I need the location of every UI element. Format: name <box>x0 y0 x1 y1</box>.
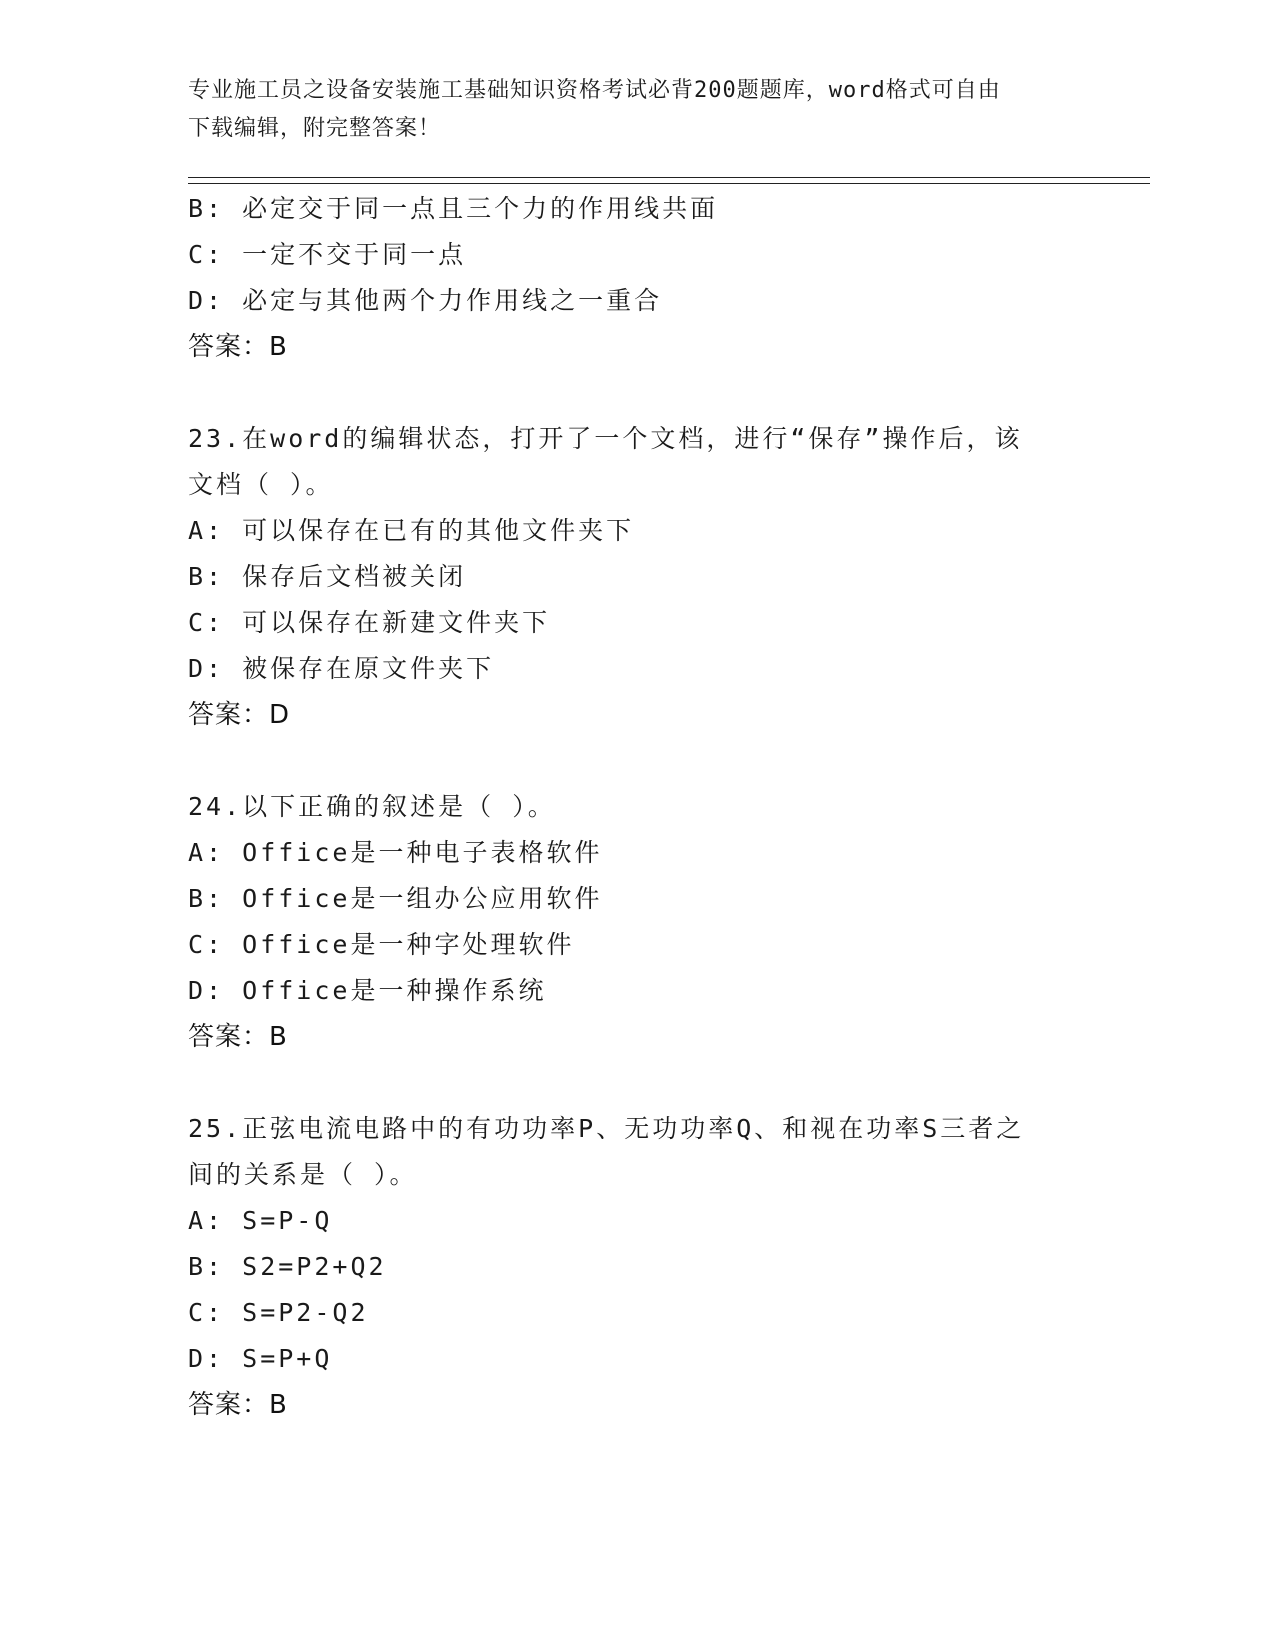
q24-option-a: A: Office是一种电子表格软件 <box>188 838 603 867</box>
question-24 <box>188 784 1088 1060</box>
spacer <box>188 370 1088 416</box>
q25-option-c: C: S=P2-Q2 <box>188 1298 369 1327</box>
header-line-2: 下载编辑，附完整答案！ <box>188 116 442 141</box>
question-23 <box>188 416 1088 738</box>
q25-option-b: B: S2=P2+Q2 <box>188 1252 387 1281</box>
q25-question-line-2: 间的关系是（ ）。 <box>188 1160 418 1189</box>
q25-answer: 答案：B <box>188 1390 288 1420</box>
q24-option-d: D: Office是一种操作系统 <box>188 976 547 1005</box>
q25-question-line-1: 25.正弦电流电路中的有功功率P、无功功率Q、和视在功率S三者之 <box>188 1114 1025 1143</box>
spacer <box>188 1060 1088 1106</box>
q22-option-d: D: 必定与其他两个力作用线之一重合 <box>188 286 663 315</box>
q25-option-d: D: S=P+Q <box>188 1344 333 1373</box>
q24-question-line-1: 24.以下正确的叙述是（ ）。 <box>188 792 556 821</box>
q23-question-line-2: 文档（ ）。 <box>188 470 334 499</box>
document-header <box>188 72 1088 148</box>
q23-option-a: A: 可以保存在已有的其他文件夹下 <box>188 516 635 545</box>
q22-option-b: B: 必定交于同一点且三个力的作用线共面 <box>188 194 719 223</box>
header-divider-top <box>188 177 1150 178</box>
q24-answer: 答案：B <box>188 1022 288 1052</box>
question-25 <box>188 1106 1088 1428</box>
header-divider-bottom <box>188 183 1150 184</box>
header-line-1: 专业施工员之设备安装施工基础知识资格考试必背200题题库，word格式可自由 <box>188 78 1001 103</box>
q22-option-c: C: 一定不交于同一点 <box>188 240 467 269</box>
q24-option-b: B: Office是一组办公应用软件 <box>188 884 603 913</box>
spacer <box>188 738 1088 784</box>
question-list <box>188 186 1088 1428</box>
q22-answer: 答案：B <box>188 332 288 362</box>
q23-question-line-1: 23.在word的编辑状态，打开了一个文档，进行“保存”操作后，该 <box>188 424 1023 453</box>
q25-option-a: A: S=P-Q <box>188 1206 333 1235</box>
q24-option-c: C: Office是一种字处理软件 <box>188 930 575 959</box>
question-22-tail <box>188 186 1088 370</box>
q23-option-c: C: 可以保存在新建文件夹下 <box>188 608 551 637</box>
q23-option-d: D: 被保存在原文件夹下 <box>188 654 495 683</box>
q23-answer: 答案：D <box>188 700 291 730</box>
q23-option-b: B: 保存后文档被关闭 <box>188 562 467 591</box>
